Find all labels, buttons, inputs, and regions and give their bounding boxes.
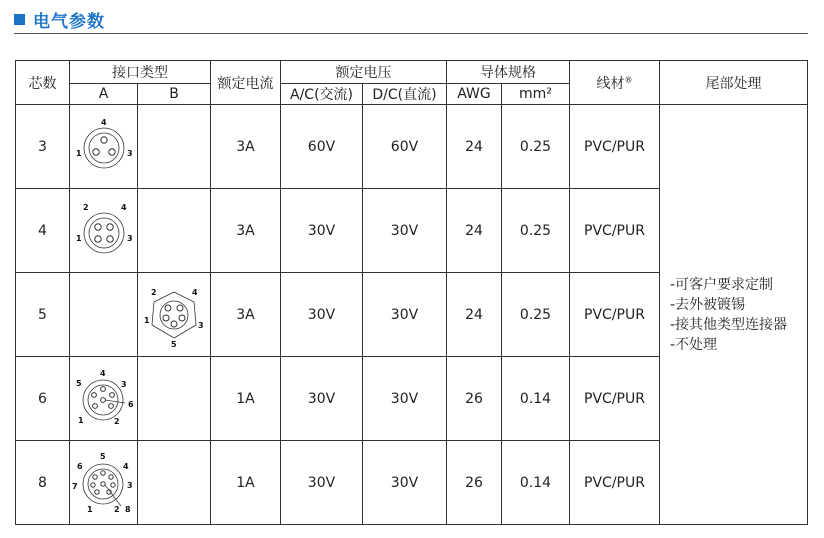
- mm2-cell: 0.14: [502, 441, 570, 525]
- awg-cell: 24: [447, 105, 502, 189]
- mm2-cell: 0.14: [502, 357, 570, 441]
- pin-label: 1: [75, 148, 82, 158]
- dc-cell: 60V: [363, 105, 447, 189]
- header-wire: [570, 61, 660, 105]
- pin-label: 1: [75, 233, 82, 243]
- connector-b-cell: [138, 441, 211, 525]
- ac-cell: 60V: [281, 105, 363, 189]
- connector-6pin-diagram: [71, 368, 137, 430]
- header-rated-voltage: 额定电压: [281, 61, 447, 84]
- ac-cell: 30V: [281, 441, 363, 525]
- cores-cell: 8: [16, 441, 70, 525]
- pin-label: 7: [71, 481, 78, 491]
- header-cores: 芯数: [16, 61, 70, 105]
- header-awg: AWG: [447, 84, 502, 105]
- connector-b-cell: [138, 189, 211, 273]
- pin-label: 2: [113, 416, 120, 426]
- connector-3pin-diagram: [73, 116, 135, 178]
- cores-cell: 4: [16, 189, 70, 273]
- wire-cell: PVC/PUR: [570, 441, 660, 525]
- tail-options-cell: [660, 105, 808, 525]
- awg-cell: 26: [447, 441, 502, 525]
- wire-cell: PVC/PUR: [570, 105, 660, 189]
- wire-cell: PVC/PUR: [570, 357, 660, 441]
- header-conductor: 导体规格: [447, 61, 570, 84]
- connector-8pin-diagram: [71, 450, 137, 516]
- mm2-cell: 0.25: [502, 105, 570, 189]
- awg-cell: 26: [447, 357, 502, 441]
- pin-label: 2: [82, 202, 89, 212]
- awg-cell: 24: [447, 273, 502, 357]
- wire-cell: PVC/PUR: [570, 189, 660, 273]
- connector-a-cell: [70, 273, 138, 357]
- current-cell: 3A: [211, 105, 281, 189]
- connector-a-cell: [70, 441, 138, 525]
- current-cell: 1A: [211, 441, 281, 525]
- connector-b-cell: [138, 357, 211, 441]
- connector-a-cell: [70, 189, 138, 273]
- cores-cell: 6: [16, 357, 70, 441]
- ac-cell: 30V: [281, 189, 363, 273]
- title-square-icon: [14, 14, 25, 25]
- current-cell: 1A: [211, 357, 281, 441]
- page-title: 电气参数: [33, 11, 105, 32]
- header-rated-current: 额定电流: [211, 61, 281, 105]
- header-wire-mark: ®: [624, 74, 633, 84]
- pin-label: 4: [120, 202, 127, 212]
- pin-label: 1: [144, 315, 150, 325]
- connector-a-cell: [70, 105, 138, 189]
- tail-option: -接其他类型连接器: [670, 316, 788, 333]
- pin-label: 4: [192, 287, 198, 297]
- header-mm2: mm²: [502, 84, 570, 105]
- connector-b-cell: [138, 105, 211, 189]
- header-interface-type: 接口类型: [70, 61, 211, 84]
- dc-cell: 30V: [363, 189, 447, 273]
- pin-label: 2: [151, 287, 157, 297]
- pin-label: 3: [126, 233, 133, 243]
- pin-label: 3: [126, 148, 133, 158]
- pin-label: 4: [99, 368, 106, 378]
- pin-label: 5: [99, 451, 106, 461]
- mm2-cell: 0.25: [502, 189, 570, 273]
- pin-label: 4: [122, 461, 129, 471]
- header-wire-label: 线材: [596, 75, 625, 92]
- mm2-cell: 0.25: [502, 273, 570, 357]
- pin-label: 1: [77, 415, 84, 425]
- cores-cell: 5: [16, 273, 70, 357]
- tail-option: -可客户要求定制: [670, 276, 774, 293]
- pin-label: 3: [126, 480, 133, 490]
- pin-label: 3: [198, 320, 204, 330]
- pin-label: 3: [120, 379, 127, 389]
- connector-a-cell: [70, 357, 138, 441]
- dc-cell: 30V: [363, 441, 447, 525]
- header-type-b: B: [138, 84, 211, 105]
- current-cell: 3A: [211, 273, 281, 357]
- current-cell: 3A: [211, 189, 281, 273]
- pin-label: 2: [113, 504, 120, 514]
- title-divider: [14, 33, 808, 34]
- ac-cell: 30V: [281, 357, 363, 441]
- pin-label: 1: [86, 504, 93, 514]
- dc-cell: 30V: [363, 357, 447, 441]
- electrical-parameters-table: [15, 60, 808, 525]
- pin-label: 6: [127, 399, 134, 409]
- tail-option: -不处理: [670, 336, 718, 353]
- section-header: [14, 8, 105, 30]
- connector-5pin-diagram: [141, 282, 207, 348]
- header-ac: A/C(交流): [281, 84, 363, 105]
- cores-cell: 3: [16, 105, 70, 189]
- pin-label: 8: [124, 504, 131, 514]
- header-type-a: A: [70, 84, 138, 105]
- tail-option: -去外被镀锡: [670, 296, 746, 313]
- pin-label: 5: [171, 339, 177, 348]
- table-row: [16, 105, 808, 189]
- connector-4pin-diagram: [73, 200, 135, 262]
- dc-cell: 30V: [363, 273, 447, 357]
- pin-label: 4: [100, 117, 107, 127]
- wire-cell: PVC/PUR: [570, 273, 660, 357]
- pin-label: 6: [76, 461, 83, 471]
- connector-b-cell: [138, 273, 211, 357]
- header-dc: D/C(直流): [363, 84, 447, 105]
- awg-cell: 24: [447, 189, 502, 273]
- header-tail: 尾部处理: [660, 61, 808, 105]
- pin-label: 5: [75, 378, 82, 388]
- ac-cell: 30V: [281, 273, 363, 357]
